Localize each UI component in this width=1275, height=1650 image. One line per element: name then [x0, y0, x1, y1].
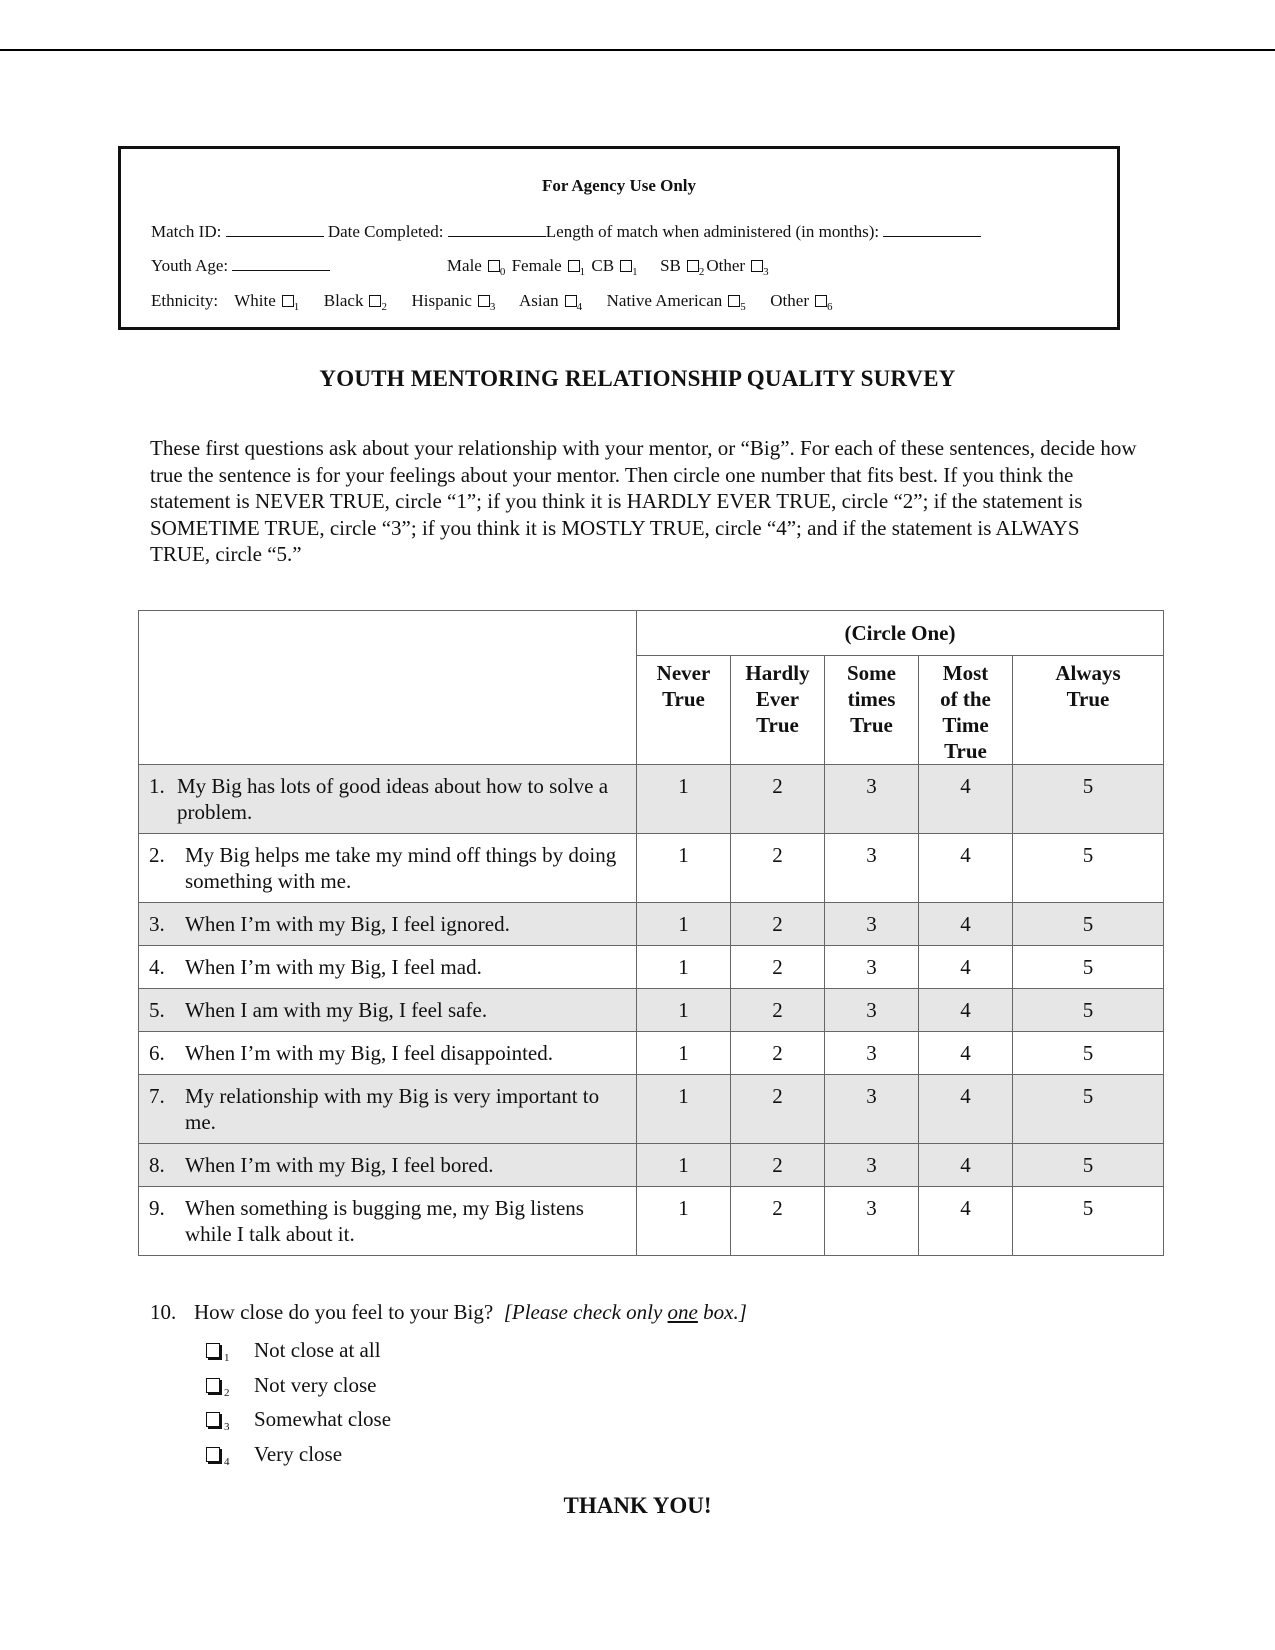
question-number: 3.	[149, 912, 165, 936]
rating-option-5[interactable]: 5	[1013, 1032, 1164, 1075]
rating-option-1[interactable]: 1	[637, 1187, 731, 1256]
question-text: When I’m with my Big, I feel ignored.	[185, 912, 510, 936]
ethnicity-asian-label: Asian	[518, 291, 559, 310]
ethnicity-hispanic-label: Hispanic	[411, 291, 472, 310]
rating-option-1[interactable]: 1	[637, 989, 731, 1032]
gender-male-label: Male	[446, 256, 482, 275]
rating-option-1[interactable]: 1	[637, 1144, 731, 1187]
col-header-never-true: Never True	[637, 656, 731, 765]
thank-you-text: THANK YOU!	[563, 1493, 712, 1518]
rating-option-1[interactable]: 1	[637, 1032, 731, 1075]
col-header-most-of-the-time-true: Most of the Time True	[919, 656, 1013, 765]
rating-option-1[interactable]: 1	[637, 946, 731, 989]
question-number: 6.	[149, 1041, 165, 1065]
table-row	[139, 1144, 1164, 1187]
question-text: My Big helps me take my mind off things by doing something with me.	[185, 843, 617, 893]
rating-option-5[interactable]: 5	[1013, 1187, 1164, 1256]
question-10-options	[206, 1337, 391, 1475]
question-number: 5.	[149, 998, 165, 1022]
closeness-option-1[interactable]: 1 Not close at all	[206, 1337, 391, 1372]
rating-option-4[interactable]: 4	[919, 1075, 1013, 1144]
table-row	[139, 765, 1164, 834]
ethnicity-other-label: Other	[770, 291, 809, 310]
closeness-option-2[interactable]: 2 Not very close	[206, 1372, 391, 1407]
question-text: When something is bugging me, my Big listens while I talk about it.	[185, 1196, 584, 1246]
gender-female-label: Female	[511, 256, 562, 275]
match-id-label: Match ID:	[151, 222, 222, 241]
checkbox-icon[interactable]	[206, 1378, 220, 1393]
rating-option-1[interactable]: 1	[637, 903, 731, 946]
gender-female-checkbox[interactable]	[568, 260, 580, 272]
rating-option-2[interactable]: 2	[731, 989, 825, 1032]
ethnicity-other-checkbox[interactable]	[815, 295, 827, 307]
survey-title: YOUTH MENTORING RELATIONSHIP QUALITY SURVEY	[319, 366, 956, 391]
col-header-always-true: Always True	[1013, 656, 1164, 765]
rating-option-3[interactable]: 3	[825, 946, 919, 989]
rating-option-5[interactable]: 5	[1013, 765, 1164, 834]
rating-option-1[interactable]: 1	[637, 765, 731, 834]
rating-option-3[interactable]: 3	[825, 1075, 919, 1144]
date-completed-field[interactable]	[448, 222, 546, 237]
question-text: My relationship with my Big is very important to me.	[185, 1084, 600, 1134]
question-text: My Big has lots of good ideas about how to solve a problem.	[177, 774, 609, 824]
page-top-rule	[0, 49, 1275, 51]
rating-option-4[interactable]: 4	[919, 989, 1013, 1032]
ethnicity-label: Ethnicity:	[151, 291, 219, 310]
ethnicity-native-american-label: Native American	[606, 291, 723, 310]
ethnicity-white-checkbox[interactable]	[282, 295, 294, 307]
rating-option-3[interactable]: 3	[825, 765, 919, 834]
rating-option-2[interactable]: 2	[731, 903, 825, 946]
col-header-sometimes-true: Some times True	[825, 656, 919, 765]
rating-option-2[interactable]: 2	[731, 1144, 825, 1187]
rating-option-4[interactable]: 4	[919, 903, 1013, 946]
rating-option-5[interactable]: 5	[1013, 989, 1164, 1032]
rating-option-2[interactable]: 2	[731, 765, 825, 834]
survey-instructions: These first questions ask about your relationship with your mentor, or “Big”. For each of these sentences, decide how true the sentence is for your feelings about your mentor. Then circle one number that fits best. If you think the statement is NEVER TRUE, circle “1”; if you think it is HARDLY EVER TRUE, circle “2”; if the statement is SOMETIME TRUE, circle “3”; if you think it is MOSTLY TRUE, circle “4”; and if the statement is ALWAYS TRUE, circle “5.”	[150, 436, 1137, 566]
sb-checkbox[interactable]	[687, 260, 699, 272]
length-label: Length of match when administered (in months):	[545, 222, 880, 241]
rating-option-4[interactable]: 4	[919, 834, 1013, 903]
table-row	[139, 1075, 1164, 1144]
table-row	[139, 1032, 1164, 1075]
rating-option-4[interactable]: 4	[919, 1032, 1013, 1075]
agency-box-title: For Agency Use Only	[541, 176, 697, 195]
cb-label: CB	[591, 256, 615, 275]
rating-option-3[interactable]: 3	[825, 1032, 919, 1075]
rating-option-5[interactable]: 5	[1013, 1075, 1164, 1144]
question-10-number: 10.	[150, 1300, 177, 1324]
cb-checkbox[interactable]	[620, 260, 632, 272]
rating-option-2[interactable]: 2	[731, 834, 825, 903]
question-number: 2.	[149, 843, 165, 867]
rating-option-3[interactable]: 3	[825, 1187, 919, 1256]
rating-option-4[interactable]: 4	[919, 1144, 1013, 1187]
ethnicity-hispanic-checkbox[interactable]	[478, 295, 490, 307]
table-row	[139, 903, 1164, 946]
question-10	[150, 1300, 747, 1325]
agency-use-box	[118, 146, 1120, 330]
rating-option-4[interactable]: 4	[919, 765, 1013, 834]
question-header-blank	[139, 611, 637, 765]
rating-option-3[interactable]: 3	[825, 1144, 919, 1187]
table-row	[139, 834, 1164, 903]
rating-option-4[interactable]: 4	[919, 946, 1013, 989]
agency-line-ethnicity: Ethnicity: White $_1$ Black $_2$ Hispanic $_3$ Asian $_4$ Native American $_5$ Other $_6$	[151, 291, 833, 313]
ethnicity-native-american-checkbox[interactable]	[728, 295, 740, 307]
closeness-option-4[interactable]: 4 Very close	[206, 1441, 391, 1476]
question-text: When I’m with my Big, I feel mad.	[185, 955, 482, 979]
col-header-hardly-ever-true: Hardly Ever True	[731, 656, 825, 765]
question-text: When I am with my Big, I feel safe.	[185, 998, 488, 1022]
youth-age-field[interactable]	[232, 256, 330, 271]
youth-age-label: Youth Age:	[151, 256, 229, 275]
rating-option-2[interactable]: 2	[731, 946, 825, 989]
question-10-text: How close do you feel to your Big?	[194, 1300, 494, 1324]
sb-label: SB	[660, 256, 681, 275]
question-number: 9.	[149, 1196, 165, 1220]
question-number: 7.	[149, 1084, 165, 1108]
agency-line-ids	[151, 222, 981, 242]
other-program-checkbox[interactable]	[751, 260, 763, 272]
agency-line-age-gender: Youth Age: Male $_0$ Female $_1$ CB $_1$ SB $_2$ Other $_3$	[151, 256, 769, 278]
rating-option-3[interactable]: 3	[825, 989, 919, 1032]
ethnicity-black-label: Black	[323, 291, 364, 310]
circle-one-header: (Circle One)	[637, 611, 1164, 656]
rating-option-1[interactable]: 1	[637, 834, 731, 903]
rating-option-5[interactable]: 5	[1013, 1144, 1164, 1187]
table-row	[139, 1187, 1164, 1256]
ethnicity-white-label: White	[234, 291, 276, 310]
rating-option-2[interactable]: 2	[731, 1187, 825, 1256]
rating-option-2[interactable]: 2	[731, 1075, 825, 1144]
question-number: 1.	[149, 774, 165, 798]
question-number: 4.	[149, 955, 165, 979]
table-row	[139, 946, 1164, 989]
rating-option-2[interactable]: 2	[731, 1032, 825, 1075]
rating-option-3[interactable]: 3	[825, 834, 919, 903]
checkbox-icon[interactable]	[206, 1412, 220, 1427]
ethnicity-black-checkbox[interactable]	[369, 295, 381, 307]
rating-option-5[interactable]: 5	[1013, 903, 1164, 946]
length-field[interactable]	[883, 222, 981, 237]
rating-table	[138, 610, 1164, 1256]
rating-option-3[interactable]: 3	[825, 903, 919, 946]
closeness-option-3[interactable]: 3 Somewhat close	[206, 1406, 391, 1441]
table-group-header-row	[139, 611, 1164, 656]
checkbox-icon[interactable]	[206, 1343, 220, 1358]
question-number: 8.	[149, 1153, 165, 1177]
gender-male-checkbox[interactable]	[488, 260, 500, 272]
question-text: When I’m with my Big, I feel bored.	[185, 1153, 494, 1177]
rating-option-5[interactable]: 5	[1013, 834, 1164, 903]
ethnicity-asian-checkbox[interactable]	[565, 295, 577, 307]
match-id-field[interactable]	[226, 222, 324, 237]
rating-option-4[interactable]: 4	[919, 1187, 1013, 1256]
question-10-instruction: [Please check only one box.]	[503, 1300, 747, 1324]
rating-option-1[interactable]: 1	[637, 1075, 731, 1144]
other-program-label: Other	[706, 256, 746, 275]
question-text: When I’m with my Big, I feel disappointed.	[185, 1041, 554, 1065]
rating-option-5[interactable]: 5	[1013, 946, 1164, 989]
checkbox-icon[interactable]	[206, 1447, 220, 1462]
date-completed-label: Date Completed:	[327, 222, 444, 241]
table-row	[139, 989, 1164, 1032]
